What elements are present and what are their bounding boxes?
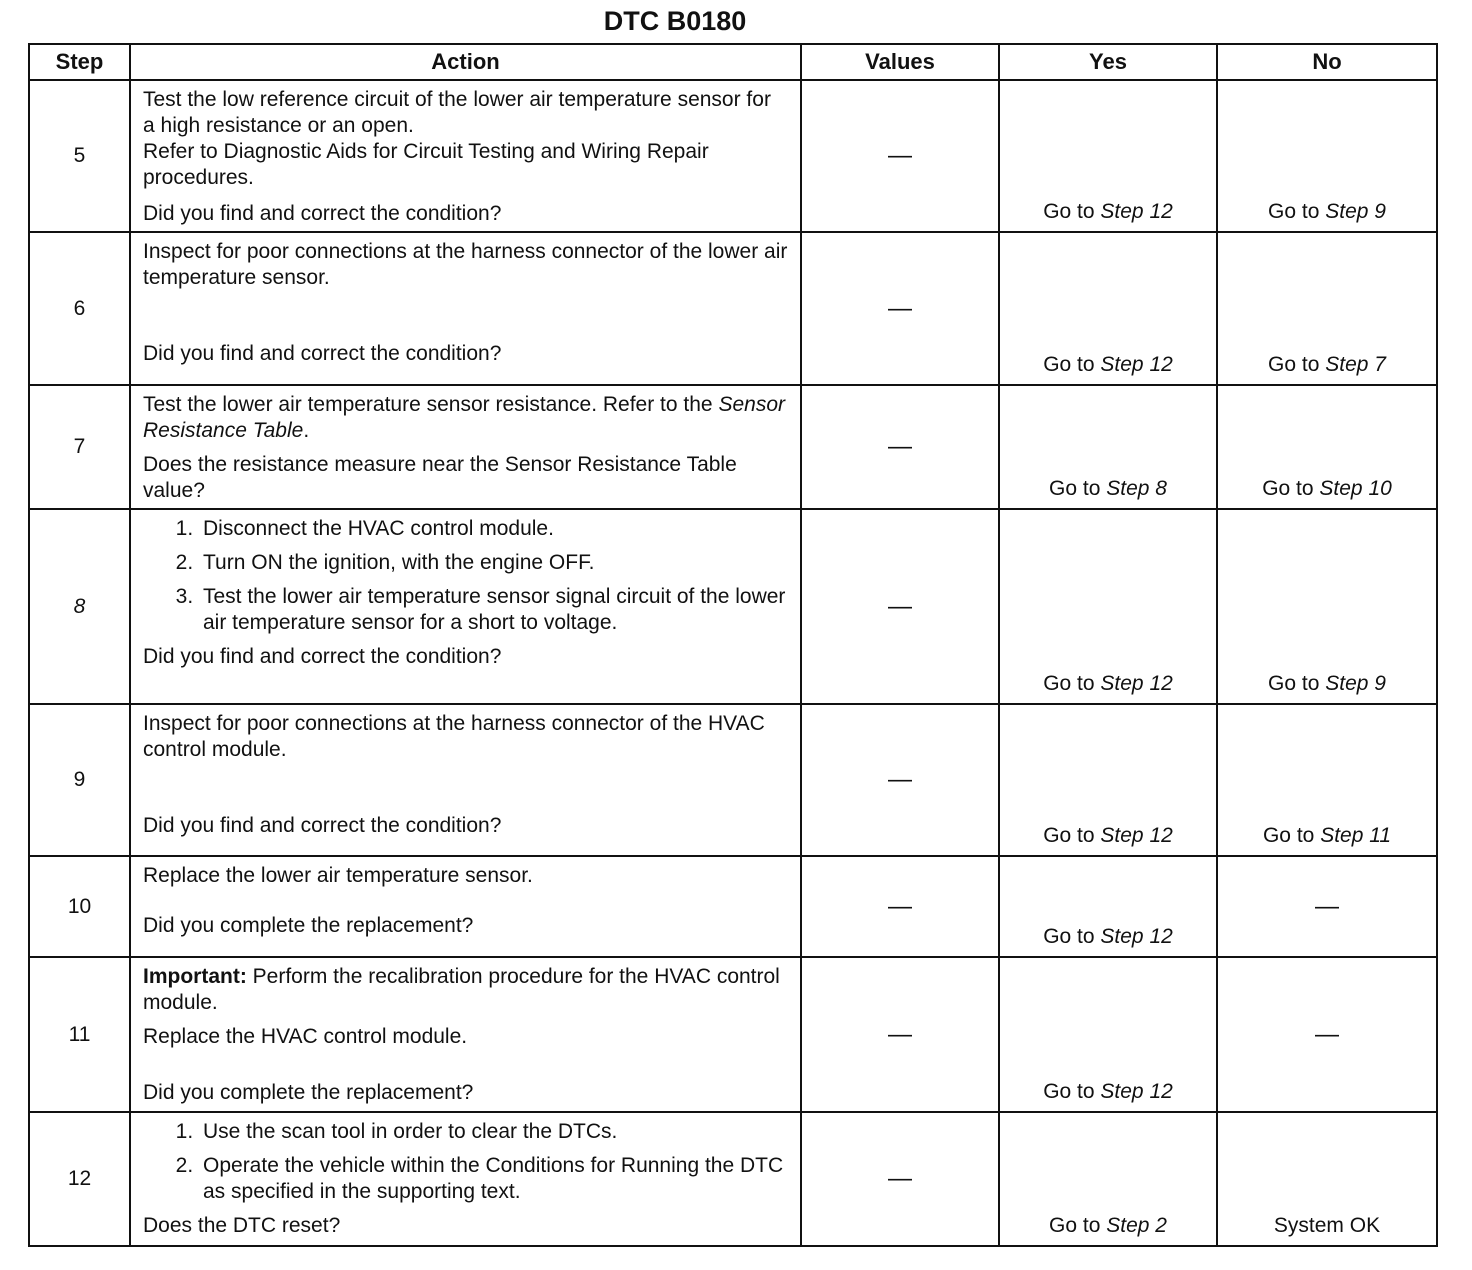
- values-cell: —: [801, 704, 999, 856]
- values-cell: —: [801, 957, 999, 1112]
- goto-label: Go to: [1043, 824, 1095, 847]
- goto-label: Go to: [1268, 672, 1320, 695]
- yes-cell: [999, 1112, 1217, 1246]
- table-row: [29, 385, 1437, 509]
- table-row: [29, 232, 1437, 385]
- goto-label: Go to: [1043, 672, 1095, 695]
- no-step: Step 11: [1320, 824, 1392, 847]
- no-cell: —: [1217, 957, 1437, 1112]
- goto-label: Go to: [1049, 477, 1101, 500]
- step-number: 6: [29, 232, 130, 385]
- table-row: [29, 957, 1437, 1112]
- goto-label: Go to: [1043, 200, 1095, 223]
- list-item: 2. Operate the vehicle within the Conditions for Running the DTC as specified in the supporting text.: [199, 1153, 788, 1205]
- yes-cell: [999, 957, 1217, 1112]
- action-question: Did you complete the replacement?: [143, 1081, 474, 1104]
- values-cell: —: [801, 856, 999, 957]
- yes-cell: [999, 385, 1217, 509]
- action-question: Does the resistance measure near the Sensor Resistance Table value?: [143, 453, 737, 502]
- table-row: [29, 80, 1437, 232]
- table-header-row: [29, 44, 1437, 80]
- yes-step: Step 12: [1100, 672, 1173, 695]
- values-cell: —: [801, 1112, 999, 1246]
- table-row: [29, 509, 1437, 704]
- action-question: Did you find and correct the condition?: [143, 645, 502, 668]
- goto-label: Go to: [1043, 1080, 1095, 1103]
- step-number: 12: [29, 1112, 130, 1246]
- goto-label: Go to: [1268, 200, 1320, 223]
- no-cell: —: [1217, 856, 1437, 957]
- header-action: Action: [130, 44, 801, 80]
- goto-label: Go to: [1268, 353, 1320, 376]
- values-cell: —: [801, 232, 999, 385]
- important-label: Important:: [143, 965, 247, 988]
- header-values: Values: [801, 44, 999, 80]
- action-paragraph: Inspect for poor connections at the harness connector of the lower air temperature sensor.: [143, 240, 788, 289]
- yes-step: Step 2: [1106, 1214, 1167, 1237]
- step-number: 11: [29, 957, 130, 1112]
- yes-cell: [999, 509, 1217, 704]
- action-cell: [130, 385, 801, 509]
- list-item: 2. Turn ON the ignition, with the engine OFF.: [199, 550, 788, 576]
- action-question: Did you find and correct the condition?: [143, 814, 502, 837]
- action-list: [143, 516, 788, 636]
- no-step: Step 9: [1325, 672, 1386, 695]
- action-paragraph: Refer to Diagnostic Aids for Circuit Testing and Wiring Repair procedures.: [143, 140, 709, 189]
- action-paragraph: Inspect for poor connections at the harness connector of the HVAC control module.: [143, 712, 765, 761]
- action-cell: [130, 509, 801, 704]
- action-cell: [130, 856, 801, 957]
- values-cell: —: [801, 509, 999, 704]
- no-step: Step 7: [1325, 353, 1386, 376]
- step-number: 8: [29, 509, 130, 704]
- goto-label: Go to: [1043, 353, 1095, 376]
- step-number: 9: [29, 704, 130, 856]
- values-cell: —: [801, 385, 999, 509]
- no-cell: System OK: [1217, 1112, 1437, 1246]
- yes-cell: [999, 856, 1217, 957]
- values-cell: —: [801, 80, 999, 232]
- goto-label: Go to: [1262, 824, 1315, 847]
- yes-cell: [999, 80, 1217, 232]
- list-item: 1. Disconnect the HVAC control module.: [199, 516, 788, 542]
- list-item: 1. Use the scan tool in order to clear the DTCs.: [199, 1119, 788, 1145]
- yes-cell: [999, 232, 1217, 385]
- action-cell: [130, 957, 801, 1112]
- yes-step: Step 12: [1100, 200, 1173, 223]
- yes-step: Step 12: [1100, 353, 1173, 376]
- header-yes: Yes: [999, 44, 1217, 80]
- yes-step: Step 8: [1106, 477, 1167, 500]
- no-cell: [1217, 509, 1437, 704]
- no-cell: [1217, 80, 1437, 232]
- action-paragraph: [143, 392, 788, 444]
- yes-step: Step 12: [1100, 1080, 1173, 1103]
- goto-label: Go to: [1043, 925, 1095, 948]
- action-cell: [130, 232, 801, 385]
- action-text-end: .: [303, 419, 310, 442]
- header-no: No: [1217, 44, 1437, 80]
- action-paragraph: Test the low reference circuit of the lower air temperature sensor for a high resistance or an open.: [143, 88, 771, 137]
- goto-label: Go to: [1262, 477, 1314, 500]
- yes-cell: [999, 704, 1217, 856]
- no-step: Step 10: [1319, 477, 1392, 500]
- important-text: Perform the recalibration procedure for the HVAC control module.: [143, 965, 780, 1014]
- step-number: 5: [29, 80, 130, 232]
- table-row: [29, 1112, 1437, 1246]
- header-step: Step: [29, 44, 130, 80]
- action-text: Test the lower air temperature sensor resistance. Refer to the: [143, 393, 713, 416]
- no-cell: [1217, 704, 1437, 856]
- yes-step: Step 12: [1100, 824, 1173, 847]
- sensor-resistance-table-ref: Sensor Resistance Table: [143, 393, 785, 442]
- action-paragraph: Replace the lower air temperature sensor.: [143, 864, 533, 887]
- goto-label: Go to: [1049, 1214, 1101, 1237]
- action-question: Did you find and correct the condition?: [143, 202, 502, 225]
- step-number: 10: [29, 856, 130, 957]
- action-paragraph: Replace the HVAC control module.: [143, 1025, 468, 1048]
- list-item: 3. Test the lower air temperature sensor signal circuit of the lower air temperature sensor for a short to voltage.: [199, 584, 788, 636]
- action-list: [143, 1119, 788, 1205]
- table-row: [29, 704, 1437, 856]
- important-note: [143, 964, 788, 1016]
- action-cell: [130, 1112, 801, 1246]
- action-cell: [130, 704, 801, 856]
- no-step: Step 9: [1325, 200, 1386, 223]
- step-number: 7: [29, 385, 130, 509]
- no-cell: [1217, 385, 1437, 509]
- dtc-table: [28, 43, 1438, 1247]
- action-cell: [130, 80, 801, 232]
- action-question: Does the DTC reset?: [143, 1214, 341, 1237]
- no-cell: [1217, 232, 1437, 385]
- yes-step: Step 12: [1100, 925, 1173, 948]
- page-title: DTC B0180: [603, 6, 747, 36]
- action-question: Did you complete the replacement?: [143, 914, 474, 937]
- table-row: [29, 856, 1437, 957]
- action-question: Did you find and correct the condition?: [143, 342, 502, 365]
